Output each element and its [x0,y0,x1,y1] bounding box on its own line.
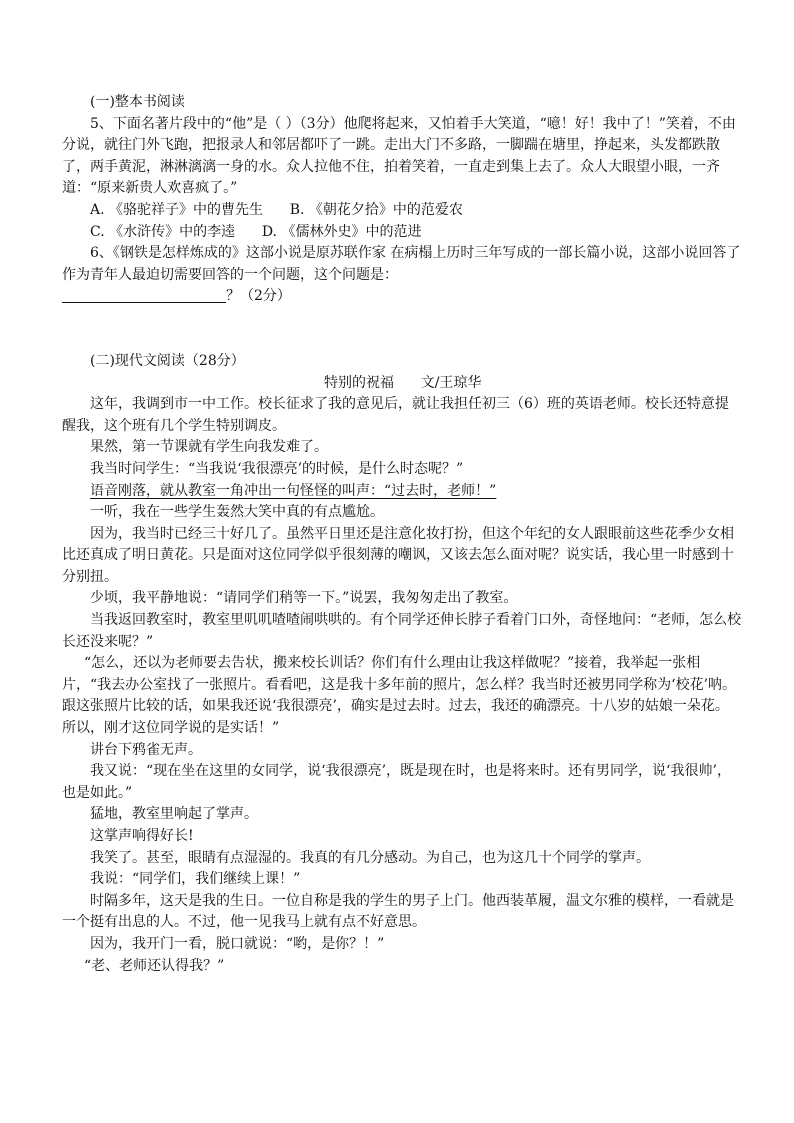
article-paragraph: 猛地，教室里响起了掌声。 [90,806,258,823]
question-6-suffix: ？（2分） [226,288,291,305]
option-b: B. 《朝花夕拾》中的范爱农 [289,201,463,218]
option-a: A. 《骆驼祥子》中的曹先生 [90,201,264,218]
section-gap [62,308,742,351]
article-paragraph: 我当时问学生：“当我说‘我很漂亮’的时候，是什么时态呢？” [90,460,464,477]
article-paragraph: 我又说：“现在坐在这里的女同学，说‘我很漂亮’，既是现在时，也是将来时。还有男同学，说‘我很帅’，也是如此。” [62,763,731,801]
article-paragraph: 因为，我当时已经三十好几了。虽然平日里还是注意化妆打扮，但这个年纪的女人跟眼前这些花季少女相比还真成了明日黄花。只是面对这位同学似乎很刻薄的嘲讽，又该去怎么面对呢？说实话，我心里一时感到十分别扭。 [62,525,734,585]
article-paragraph: “老、老师还认得我？” [84,957,225,974]
article-paragraph: 一听，我在一些学生轰然大笑中真的有点尴尬。 [90,504,384,521]
question-6-text: 6、《钢铁是怎样炼成的》这部小说是原苏联作家 在病榻上历时三年写成的一部长篇小说，这部小说回答了作为青年人最迫切需要回答的一个问题，这个问题是： [62,245,741,283]
article-paragraph: 时隔多年，这天是我的生日。一位自称是我的学生的男子上门。他西装革履，温文尔雅的模样，一看就是一个挺有出息的人。不过，他一见我马上就有点不好意思。 [62,892,734,931]
article-paragraph: 我笑了。甚至，眼睛有点湿湿的。我真的有几分感动。为自己，也为这几十个同学的掌声。 [90,849,650,866]
exam-page [62,92,742,977]
question-5-options-row-1 [62,200,742,222]
section-heading-whole-book: (一)整本书阅读 [90,94,185,110]
article-title: 特别的祝福 文/王琼华 [324,374,482,391]
question-5-text: 5、下面名著片段中的“他”是（ ）（3分）他爬将起来，又怕着手大笑道，“噫！好！我中了！”笑着，不由分说，就往门外飞跑，把报录人和邻居都吓了一跳。走出大门不多路，一脚踹在塘里，挣起来，头发都跌散了，两手黄泥，淋淋漓漓一身的水。众人拉他不住，拍着笑着，一直走到集上去了。众人大眼望小眼，一齐道：“原来新贵人欢喜疯了。” [62,115,736,197]
underlined-sentence: 语音刚落，就从教室一角冲出一句怪怪的叫声：“过去时，老师！” [90,482,497,499]
section-heading-modern-reading: (二)现代文阅读（28分） [90,352,245,369]
article-paragraph: “怎么，还以为老师要去告状，搬来校长训话？你们有什么理由让我这样做呢？”接着，我举起一张相片，“我去办公室找了一张照片。看看吧，这是我十多年前的照片，怎么样？我当时还被男同学称为‘校花’呐。跟这张照片比较的话，如果我还说‘我很漂亮’，确实是过去时。过去，我还的确漂亮。十八岁的姑娘一朵花。所以，刚才这位同学说的是实话！” [62,655,737,737]
article-paragraph: 当我返回教室时，教室里叽叽喳喳闹哄哄的。有个同学还伸长脖子看着门口外，奇怪地问：“老师，怎么校长还没来呢？” [62,612,742,650]
article-paragraph: 讲台下鸦雀无声。 [90,741,202,758]
question-6-answer-line [62,286,742,308]
option-d: D. 《儒林外史》中的范进 [261,223,422,240]
option-c: C. 《水浒传》中的李逵 [90,223,236,240]
article-paragraph: 因为，我开门一看，脱口就说：“哟，是你？！” [90,935,385,952]
article-paragraph: 少顷，我平静地说：“请同学们稍等一下。”说罢，我匆匆走出了教室。 [90,590,518,607]
question-5-options-row-2 [62,222,742,244]
article-paragraph: 这年，我调到市一中工作。校长征求了我的意见后，就让我担任初三（6）班的英语老师。校长还特意提醒我，这个班有几个学生特别调皮。 [62,396,729,434]
article-paragraph: 果然，第一节课就有学生向我发难了。 [90,439,328,456]
article-paragraph: 我说：“同学们，我们继续上课！” [90,871,301,888]
answer-blank [62,288,226,303]
article-paragraph-underlined [62,481,742,503]
article-paragraph: 这掌声响得好长! [90,828,194,844]
